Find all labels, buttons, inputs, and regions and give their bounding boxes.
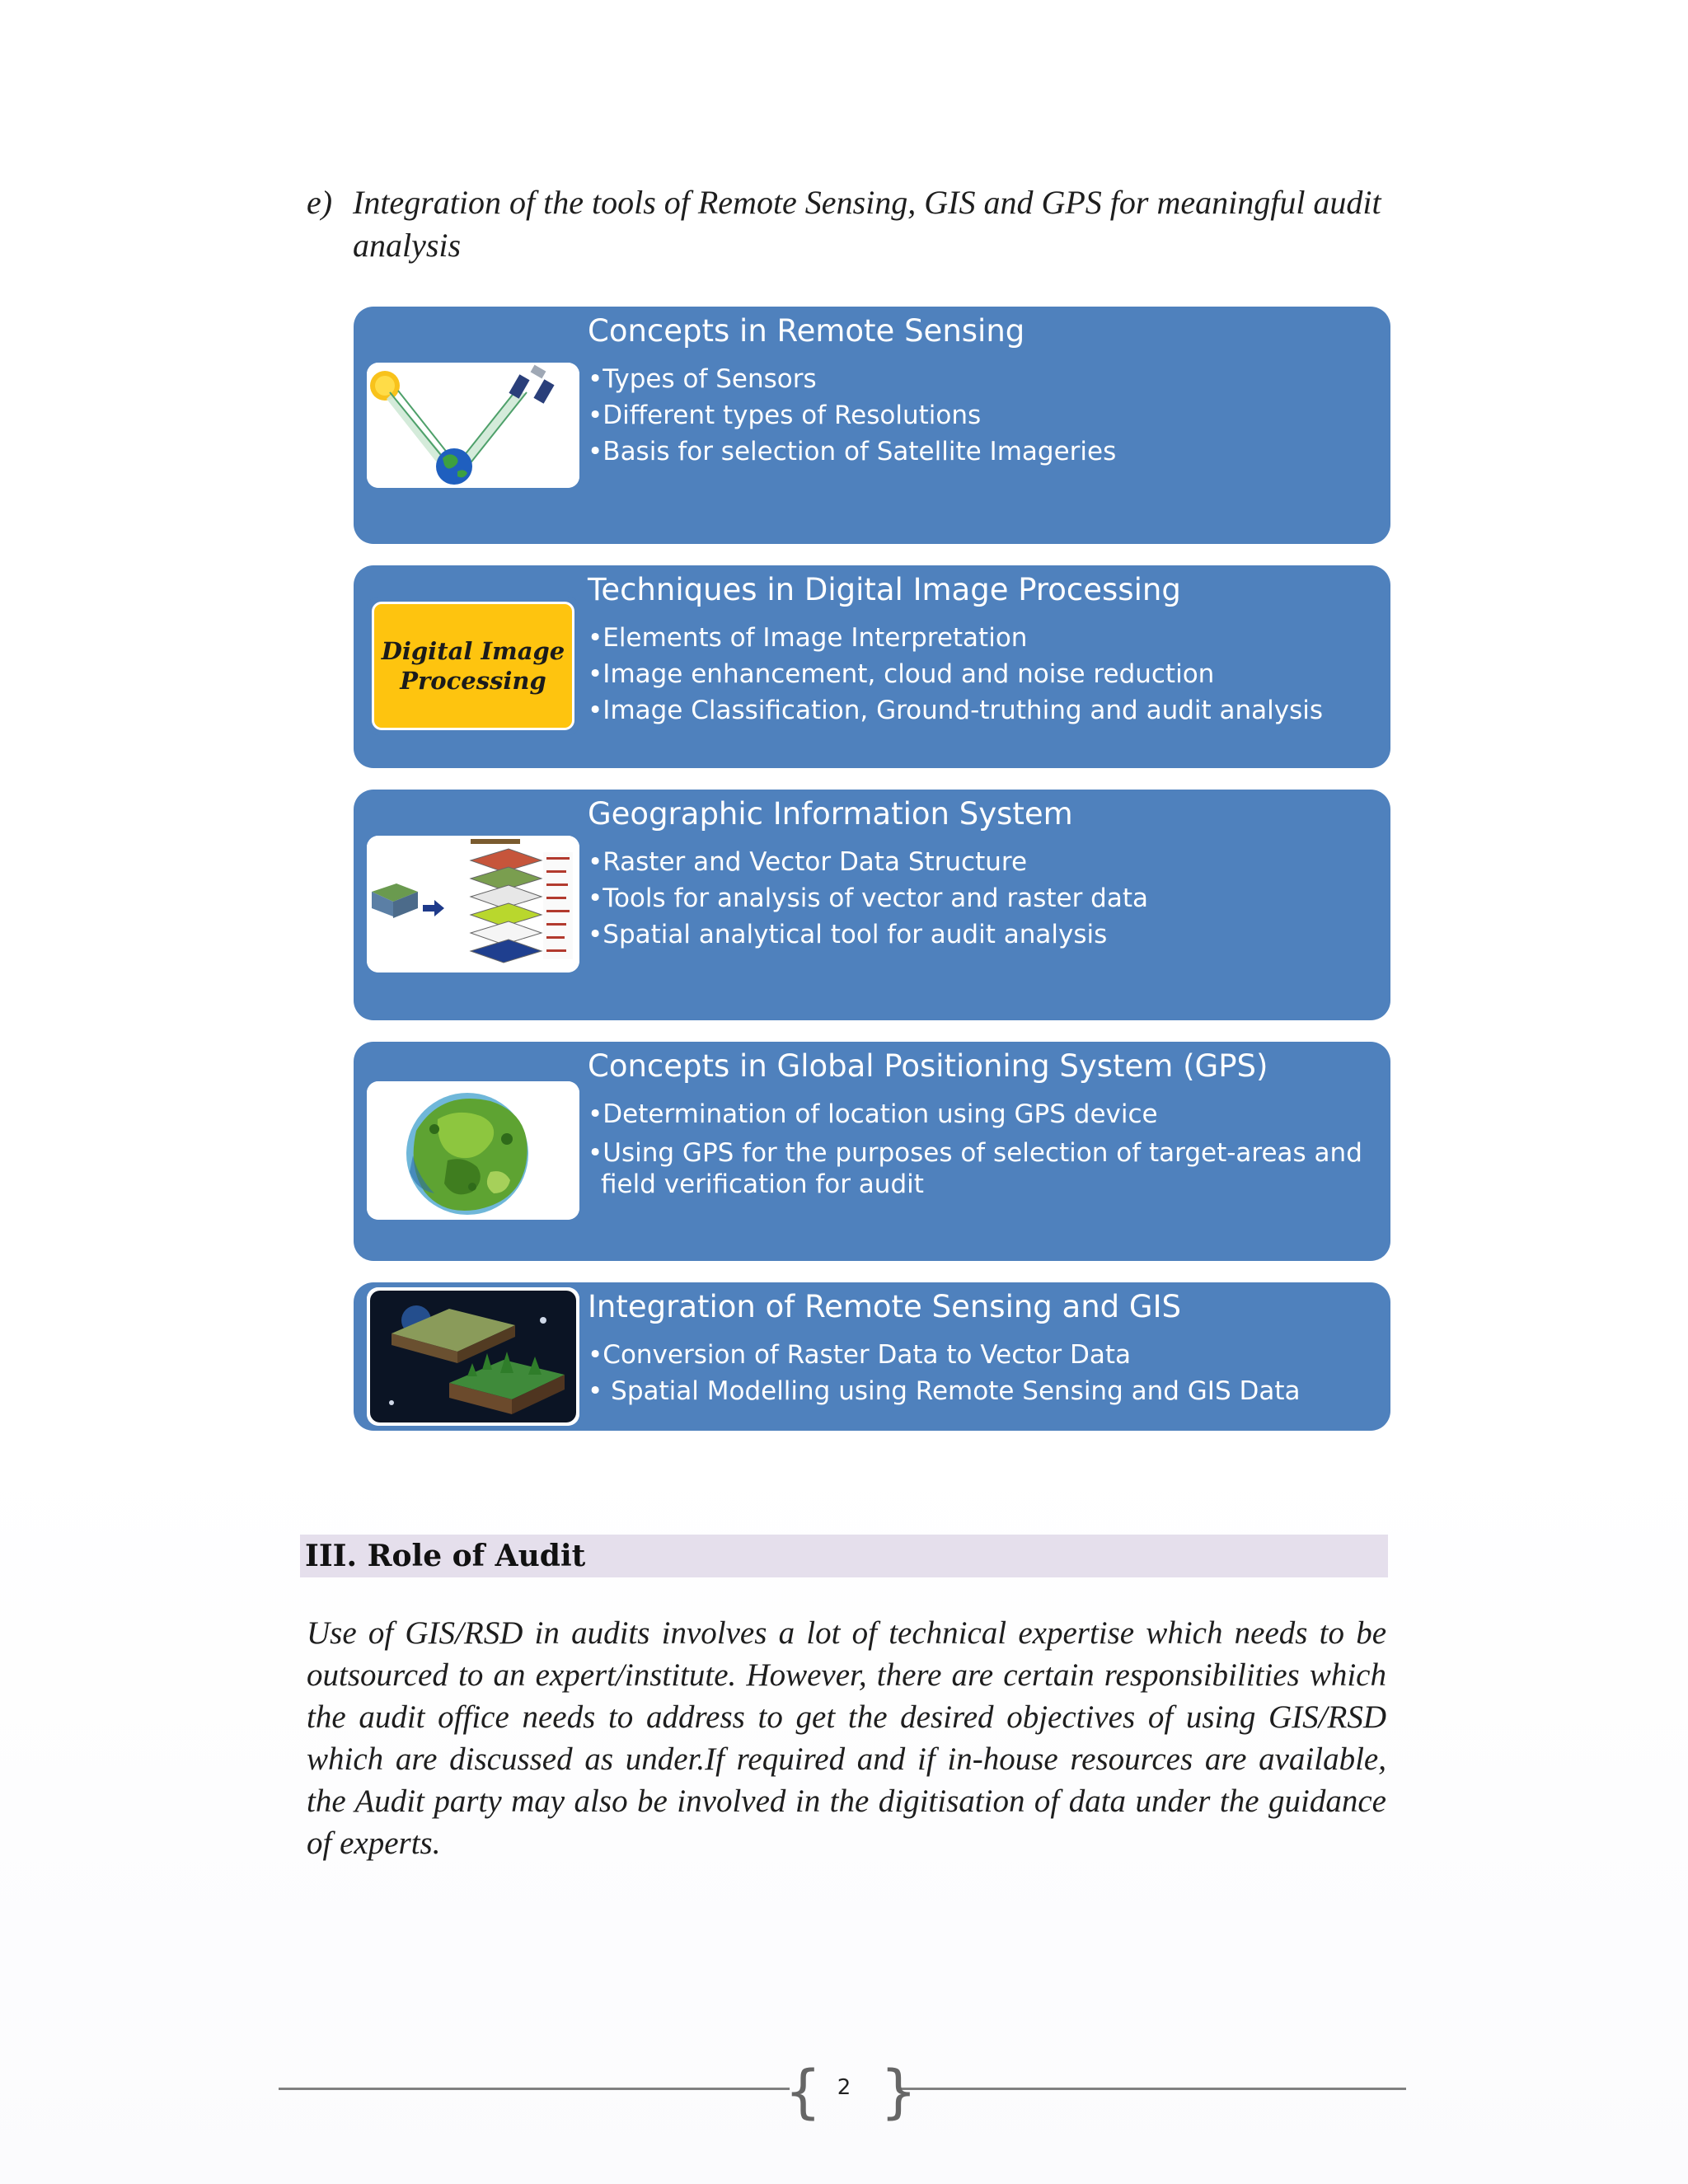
card-title: Concepts in Remote Sensing [588, 313, 1025, 349]
body-paragraph: Use of GIS/RSD in audits involves a lot of technical expertise which needs to be outsourced to an expert/institute. However, there are certain responsibilities which the audit office needs to address to get the desired objectives of using GIS/RSD which are discussed as under.If required and if in-house resources are available, the Audit party may also be involved in the digitisation of data under the guidance of experts. [307, 1615, 1386, 1861]
bullet-item: • Spatial Modelling using Remote Sensing and GIS Data [588, 1373, 1301, 1409]
card-gps [354, 1042, 1390, 1261]
card-integration-rs-gis [354, 1282, 1390, 1431]
card-title: Techniques in Digital Image Processing [588, 572, 1181, 607]
bullet-item: • Using GPS for the purposes of selection of target-areas and field verification for audit [588, 1137, 1379, 1200]
bullet-item: • Image enhancement, cloud and noise reduction [588, 656, 1323, 692]
card-bullet-list [588, 1337, 1301, 1409]
list-marker: e) [307, 184, 333, 221]
card-gis [354, 790, 1390, 1020]
card-remote-sensing [354, 307, 1390, 544]
section-title: III. Role of Audit [305, 1539, 586, 1573]
digital-image-processing-badge [367, 597, 579, 735]
list-item-text: Integration of the tools of Remote Sensing, GIS and GPS for meaningful audit analysis [353, 184, 1381, 264]
sun-satellite-earth-icon [367, 363, 579, 488]
footer-rule-right [900, 2088, 1406, 2090]
bullet-item: • Spatial analytical tool for audit analysis [588, 916, 1148, 953]
footer-rule-left [279, 2088, 790, 2090]
card-title: Concepts in Global Positioning System (GPS) [588, 1048, 1268, 1084]
badge-label: Digital Image Processing [372, 602, 574, 730]
bullet-item: • Types of Sensors [588, 361, 1116, 397]
card-bullet-list [588, 620, 1323, 729]
card-title: Geographic Information System [588, 796, 1073, 832]
gis-layers-icon [367, 836, 579, 972]
bullet-item: • Determination of location using GPS device [588, 1096, 1379, 1132]
page-number: 2 [837, 2075, 851, 2100]
terrain-integration-icon [367, 1287, 579, 1426]
green-globe-icon [367, 1081, 579, 1220]
footer-brace-left: { [785, 2058, 822, 2125]
card-bullet-list [588, 844, 1148, 953]
bullet-item: • Elements of Image Interpretation [588, 620, 1323, 656]
bullet-item: • Tools for analysis of vector and raster data [588, 880, 1148, 916]
bullet-item: • Image Classification, Ground-truthing and audit analysis [588, 692, 1323, 729]
bullet-item: • Basis for selection of Satellite Imageries [588, 434, 1116, 470]
card-bullet-list [588, 1096, 1379, 1200]
card-digital-image-processing [354, 565, 1390, 768]
footer-brace-right: } [880, 2058, 917, 2125]
bullet-item: • Different types of Resolutions [588, 397, 1116, 434]
bullet-item: • Conversion of Raster Data to Vector Data [588, 1337, 1301, 1373]
bullet-item: • Raster and Vector Data Structure [588, 844, 1148, 880]
card-bullet-list [588, 361, 1116, 470]
list-item-e [307, 181, 1386, 267]
card-title: Integration of Remote Sensing and GIS [588, 1289, 1181, 1324]
